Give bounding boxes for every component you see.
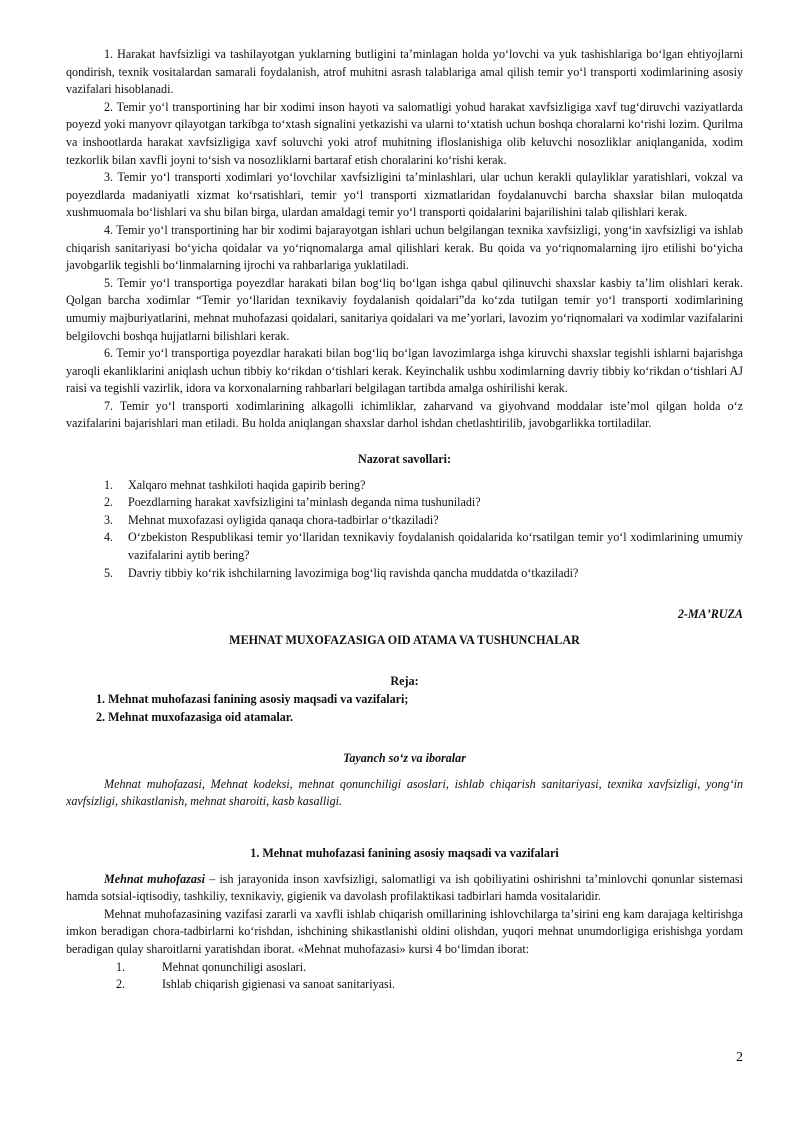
nazorat-title: Nazorat savollari:: [357, 452, 452, 467]
course-parts-list: [66, 959, 743, 994]
question-item: 2. Poezdlarning harakat xavfsizligini taʼminlash deganda nima tushuniladi?: [104, 495, 481, 510]
tayanch-title: Tayanch soʻz va iboralar: [343, 751, 466, 766]
defined-term: Mehnat muhofazasi: [104, 871, 205, 886]
paragraph-1: 1. Harakat havfsizligi va tashilayotgan yuklarning butligini taʼminlagan holda yoʻlovchi va yuk tashishlariga boʻlgan ehtiyojlarni qondirish, texnik vositalardan samarali foydalanish, atrof muhitni asrash talablariga amal qilish temir yoʻl transporti xodimlarining asosiy vazifalari hisoblanadi.: [66, 47, 743, 97]
paragraph-7: 7. Temir yoʻl transporti xodimlarining alkagolli ichimliklar, zaharvand va giyohvand moddalar isteʼmol qilgan holda oʻz vazifalarini bajarishlari man etiladi. Bu holda aniqlangan shaxslar darhol ishdan chetlashtirilib, javobgarlikka tortiladilar.: [66, 398, 743, 431]
paragraph-3: 3. Temir yoʻl transporti xodimlari yoʻlovchilar xavfsizligini taʼminlashlari, ular uchun kerakli qulayliklar yaratishlari, vokzal va poyezdlarda madaniyatli xizmat koʻrsatishlari, temir yoʻl transporti xizmatlaridan foydalanuvchi barcha shaxslar bilan muloqatda xushmuomala boʻlishlari va shu bilan birga, ulardan amaldagi temir yoʻl transporti qoidalarini bajarilishini talab qilishlari kerak.: [66, 170, 743, 220]
question-item: 4. Oʻzbekiston Respublikasi temir yoʻllaridan texnikaviy foydalanish qoidalarida koʻrsatilgan temir yoʻl xodimlarining umumiy vazifalarini aytib bering?: [104, 530, 743, 563]
course-part-item: 1. Mehnat qonunchiligi asoslari.: [116, 959, 307, 974]
course-part-item: 2. Ishlab chiqarish gigienasi va sanoat sanitariyasi.: [116, 977, 396, 992]
paragraph-5: 5. Temir yoʻl transportiga poyezdlar harakati bilan bogʻliq boʻlgan ishga qabul qilinuvchi shaxslar kasbiy taʼlim olishlari kerak. Qolgan barcha xodimlar “Temir yoʻllaridan texnikaviy foydalanish qoidalari”da koʻzda tutilgan temir yoʻl transporti xodimlarining umumiy majburiyatlarini, mehnat muhofazasi qoidalari, sanitariya qoidalari va meʼyorlari, lavozim yoʻriqnomalari va xodimlar vazifalarini belgilovchi boshqa hujjatlarni bilishlari kerak.: [66, 275, 743, 343]
definition-paragraph: [66, 871, 743, 906]
paragraph-4: 4. Temir yoʻl transportining har bir xodimi bajarayotgan ishlari uchun belgilangan texnika xavfsizligi, yongʻin xavfsizligi va ishlab chiqarish sanitariyasi boʻyicha qoidalar va yoʻriqnomalarga amal qilishlari kerak. Bu qoida va yoʻriqnomalarning ijro etilishi boʻyicha javobgarlik tegishli boʻlinmalarning ijrochi va rahbarlariga yuklatiladi.: [66, 222, 743, 273]
page-number: 2: [736, 1050, 743, 1065]
question-list: [66, 477, 743, 583]
reja-title: Reja:: [390, 674, 419, 689]
reja-item: 2. Mehnat muxofazasiga oid atamalar.: [96, 709, 294, 724]
lecture-title: MEHNAT MUXOFAZASIGA OID ATAMA VA TUSHUNCHALAR: [229, 632, 580, 647]
paragraph-6: 6. Temir yoʻl transportiga poyezdlar harakati bilan bogʻliq boʻlgan lavozimlarga ishga kiruvchi shaxslar tegishli ishlarni bajarishga yaroqli ekanliklarini aniqlash uchun tibbiy koʻrikdan oʻtishlari kerak. Keyinchalik ushbu xodimlarning davriy tibbiy koʻrikdan oʻtishlari AJ raisi va tegishli vazirlik, idora va korxonalarning rahbarlari belgilagan tartibda amalga oshirilishi kerak.: [66, 346, 743, 396]
section-title: 1. Mehnat muhofazasi fanining asosiy maqsadi va vazifalari: [250, 845, 559, 860]
lecture-label: 2-MAʼRUZA: [677, 607, 743, 622]
question-item: 1. Xalqaro mehnat tashkiloti haqida gapirib bering?: [104, 477, 366, 492]
reja-list: [66, 691, 743, 726]
tayanch-text: Mehnat muhofazasi, Mehnat kodeksi, mehnat qonunchiligi asoslari, ishlab chiqarish sanitariyasi, texnika xavfsizligi, yongʻin xavfsizligi, shikastlanish, mehnat sharoiti, kasb kasalligi.: [66, 776, 743, 809]
section-paragraph: Mehnat muhofazasining vazifasi zararli va xavfli ishlab chiqarish omillarining ishlovchilarga taʼsirini eng kam darajaga keltirishga imkon beradigan chora-tadbirlarni koʻrishdan, ishchining shikastlanishi oldini olishdan, yuqori mehnat unumdorligiga erishishga yordam beradigan qulay sharoitlarni yaratishdan iborat. «Mehnat muhofazasi» kursi 4 boʻlimdan iborat:: [66, 906, 743, 956]
definition-text: – ish jarayonida inson xavfsizligi, salomatligi va ish qobiliyatini oshirishni taʼminlovchi qonunlar sistemasi hamda sotsial-iqtisodiy, tashkiliy, texnikaviy, gigienik va davolash profilaktikasi tadbirlari hamda vositalaridir.: [66, 871, 743, 904]
paragraph-2: 2. Temir yoʻl transportining har bir xodimi inson hayoti va salomatligi yohud harakat xavfsizligiga xavf tugʻdiruvchi vaziyatlarda poyezd yoki manyovr qilayotgan tarkibga toʻxtash signalini yetkazishi va ularni toʻxtatish uchun boshqa choralarni koʻrishi lozim. Qurilma va inshootlarda harakat xavfsizligiga xavf soluvchi yoki atrof muhitning ifloslanishiga olib keluvchi nosozliklar aniqlanganida, xodim tezkorlik bilan xavfli joyni toʻsish va nosozliklarni bartaraf etish choralarini koʻrishi kerak.: [66, 99, 743, 167]
question-item: 5. Davriy tibbiy koʻrik ishchilarning lavozimiga bogʻliq ravishda qancha muddatda oʻtkaziladi?: [104, 565, 579, 580]
reja-item: 1. Mehnat muhofazasi fanining asosiy maqsadi va vazifalari;: [96, 692, 409, 706]
question-item: 3. Mehnat muxofazasi oyligida qanaqa chora-tadbirlar oʻtkaziladi?: [104, 512, 439, 527]
